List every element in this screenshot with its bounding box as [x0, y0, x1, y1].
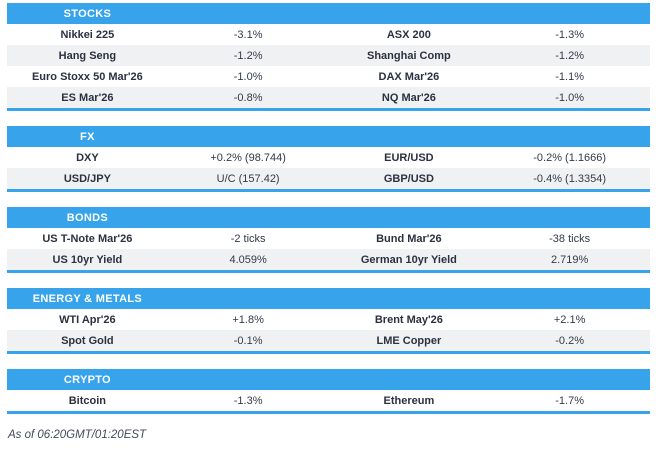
instrument-value: -1.3%: [555, 28, 584, 41]
section-stocks: [7, 3, 650, 111]
instrument-label: ES Mar'26: [61, 91, 114, 104]
instrument-value: U/C (157.42): [216, 172, 280, 185]
instrument-value: 2.719%: [550, 253, 589, 266]
instrument-value: -1.1%: [555, 70, 584, 83]
section-header-bonds: [7, 207, 650, 228]
instrument-value: -2 ticks: [230, 232, 266, 245]
instrument-value: +2.1%: [553, 313, 586, 326]
instrument-label: Bund Mar'26: [376, 232, 442, 245]
section-rows: [7, 24, 650, 108]
instrument-label: DAX Mar'26: [378, 70, 440, 83]
instrument-value: -0.1%: [233, 334, 263, 347]
instrument-label: Shanghai Comp: [367, 49, 451, 62]
instrument-label: US 10yr Yield: [52, 253, 123, 266]
instrument-value: -1.0%: [555, 91, 584, 104]
section-title: BONDS: [66, 211, 108, 224]
instrument-value: -1.7%: [555, 394, 584, 407]
instrument-value: -0.2% (1.1666): [533, 151, 606, 164]
table-row: [7, 24, 650, 45]
instrument-label: ASX 200: [386, 28, 431, 41]
instrument-label: NQ Mar'26: [381, 91, 436, 104]
instrument-value: -1.0%: [233, 70, 263, 83]
instrument-value: -1.2%: [233, 49, 263, 62]
section-title: CRYPTO: [63, 373, 111, 386]
section-crypto: [7, 369, 650, 414]
instrument-label: US T-Note Mar'26: [42, 232, 133, 245]
table-row: [7, 168, 650, 189]
section-title: STOCKS: [63, 7, 112, 20]
instrument-label: Hang Seng: [58, 49, 117, 62]
instrument-label: Euro Stoxx 50 Mar'26: [31, 70, 143, 83]
instrument-label: Ethereum: [383, 394, 435, 407]
instrument-label: GBP/USD: [383, 172, 434, 185]
table-row: [7, 66, 650, 87]
table-row: [7, 45, 650, 66]
instrument-label: Bitcoin: [68, 394, 107, 407]
section-rows: [7, 147, 650, 189]
instrument-value: -0.4% (1.3354): [533, 172, 606, 185]
instrument-label: WTI Apr'26: [59, 313, 116, 326]
instrument-label: Nikkei 225: [60, 28, 115, 41]
instrument-label: USD/JPY: [63, 172, 111, 185]
section-title: ENERGY & METALS: [32, 292, 142, 305]
instrument-label: DXY: [76, 151, 99, 164]
instrument-value: -0.2%: [555, 334, 584, 347]
instrument-label: Spot Gold: [61, 334, 114, 347]
section-energy-metals: [7, 288, 650, 354]
instrument-value: -38 ticks: [549, 232, 591, 245]
instrument-value: 4.059%: [229, 253, 267, 266]
instrument-label: Brent May'26: [374, 313, 443, 326]
table-row: [7, 249, 650, 270]
section-header-fx: [7, 126, 650, 147]
section-header-stocks: [7, 3, 650, 24]
instrument-label: German 10yr Yield: [360, 253, 457, 266]
table-row: [7, 87, 650, 108]
instrument-value: -1.3%: [233, 394, 263, 407]
section-header-energy-metals: [7, 288, 650, 309]
table-row: [7, 390, 650, 411]
instrument-label: LME Copper: [376, 334, 442, 347]
timestamp-note: As of 06:20GMT/01:20EST: [8, 429, 147, 441]
table-row: [7, 147, 650, 168]
section-fx: [7, 126, 650, 192]
section-rows: [7, 390, 650, 411]
instrument-value: -1.2%: [555, 49, 584, 62]
table-row: [7, 309, 650, 330]
instrument-value: +0.2% (98.744): [210, 151, 286, 164]
instrument-value: -3.1%: [233, 28, 263, 41]
section-rows: [7, 309, 650, 351]
section-header-crypto: [7, 369, 650, 390]
instrument-label: EUR/USD: [384, 151, 434, 164]
instrument-value: -0.8%: [233, 91, 263, 104]
section-rows: [7, 228, 650, 270]
section-title: FX: [80, 130, 95, 143]
instrument-value: +1.8%: [232, 313, 264, 326]
section-bonds: [7, 207, 650, 273]
table-row: [7, 330, 650, 351]
table-row: [7, 228, 650, 249]
